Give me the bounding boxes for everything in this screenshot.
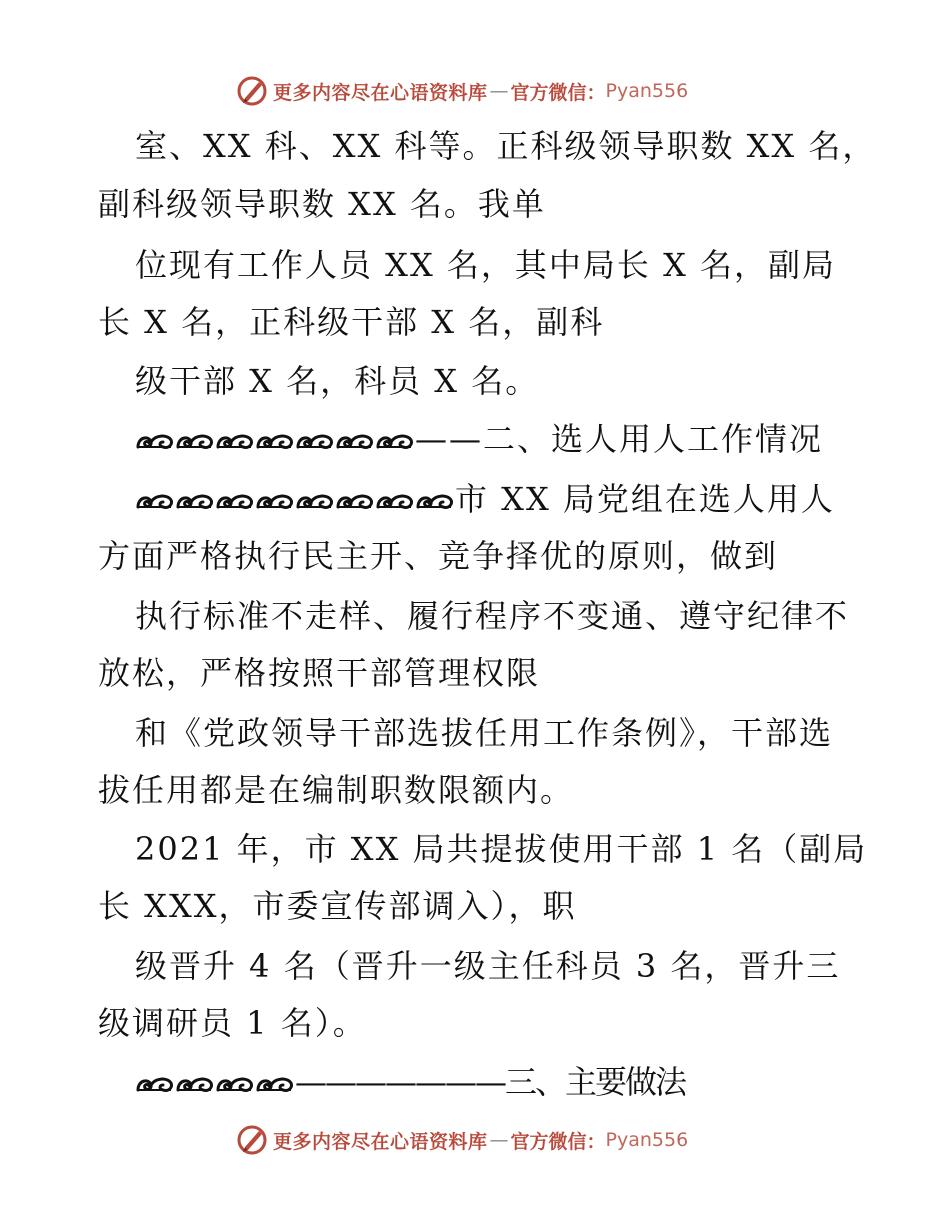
body-line-4: 长 X 名，正科级干部 X 名，副科 [98,303,605,341]
body-line-6 [135,479,835,519]
body-line-10: 和《党政领导干部选拔任用工作条例》，干部选 [135,714,834,752]
body-line-8: 执行标准不走样、履行程序不变通、遵守纪律不 [135,597,850,635]
body-line-3: 位现有工作人员 XX 名，其中局长 X 名，副局 [135,246,837,284]
scroll-swirl-icon [295,431,335,453]
banner-brand: 更多内容尽在心语资料库 [273,81,488,104]
footer-banner [235,1122,688,1158]
header-banner [235,73,688,109]
body-line-5: 级干部 X 名，科员 X 名。 [135,362,540,400]
scroll-swirl-icon [135,491,175,513]
section-heading-3-text: ———————三、主要做法 [295,1063,686,1101]
pen-logo-icon [235,1123,269,1157]
body-line-9: 放松，严格按照干部管理权限 [98,654,541,692]
scroll-swirl-icon [415,491,455,513]
section-heading-2 [135,419,823,459]
body-line-12: 2021 年，市 XX 局共提拔使用干部 1 名（副局 [135,830,868,868]
scroll-swirl-icon [175,431,215,453]
pen-logo-icon [235,74,269,108]
body-line-1: 室、XX 科、XX 科等。正科级领导职数 XX 名， [135,127,877,165]
scroll-swirl-icon [255,1074,295,1096]
banner-wechat-label: 官方微信： [510,81,606,104]
scroll-swirl-icon [175,491,215,513]
banner-separator: — [489,80,509,102]
banner-brand: 更多内容尽在心语资料库 [273,1130,488,1153]
section-heading-3 [135,1062,685,1102]
scroll-swirl-icon [375,431,415,453]
section-heading-2-text: ——二、选人用人工作情况 [415,420,824,458]
body-line-6-text: 市 XX 局党组在选人用人 [455,480,835,518]
body-line-7: 方面严格执行民主开、竞争择优的原则，做到 [98,537,779,575]
banner-wechat-label: 官方微信： [510,1130,606,1153]
scroll-swirl-icon [375,491,415,513]
scroll-swirl-icon [295,491,335,513]
body-line-11: 拔任用都是在编制职数限额内。 [98,771,575,809]
banner-handle: Pyan556 [605,80,689,102]
scroll-swirl-icon [255,431,295,453]
banner-separator: — [489,1129,509,1151]
banner-handle: Pyan556 [605,1129,689,1151]
body-line-15: 级调研员 1 名）。 [98,1004,367,1042]
scroll-swirl-icon [135,1074,175,1096]
scroll-swirl-icon [215,431,255,453]
body-line-2: 副科级领导职数 XX 名。我单 [98,185,546,223]
scroll-swirl-icon [255,491,295,513]
scroll-swirl-icon [335,431,375,453]
body-line-13: 长 XXX，市委宣传部调入），职 [98,887,577,925]
scroll-swirl-icon [335,491,375,513]
scroll-swirl-icon [135,431,175,453]
body-line-14: 级晋升 4 名（晋升一级主任科员 3 名，晋升三 [135,947,841,985]
scroll-swirl-icon [215,1074,255,1096]
scroll-swirl-icon [215,491,255,513]
scroll-swirl-icon [175,1074,215,1096]
